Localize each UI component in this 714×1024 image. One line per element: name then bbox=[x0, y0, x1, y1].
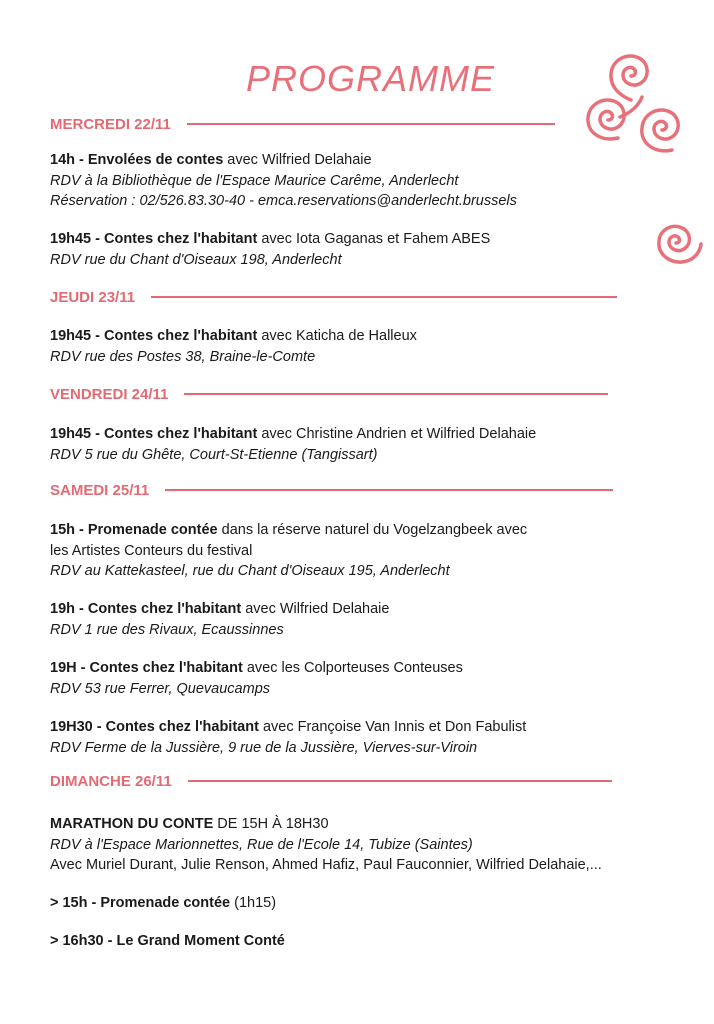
day-label: DIMANCHE 26/11 bbox=[50, 772, 172, 790]
event-title: > 16h30 - Le Grand Moment Conté bbox=[50, 933, 285, 949]
spiral-icon bbox=[642, 110, 678, 151]
event-detail: avec Christine Andrien et Wilfried Delahaie bbox=[257, 426, 537, 442]
event-detail: avec Françoise Van Innis et Don Fabulist bbox=[258, 719, 527, 735]
event-block bbox=[50, 150, 517, 212]
divider-line bbox=[165, 489, 613, 491]
event-title: 19H - Contes chez l'habitant bbox=[50, 660, 243, 676]
event-detail: avec Wilfried Delahaie bbox=[241, 601, 390, 617]
day-header-samedi bbox=[50, 480, 613, 500]
event-block bbox=[50, 326, 417, 367]
day-header-jeudi bbox=[50, 287, 617, 307]
event-detail: dans la réserve naturel du Vogelzangbeek avec bbox=[217, 522, 528, 538]
event-detail: avec Iota Gaganas et Fahem ABES bbox=[257, 231, 491, 247]
divider-line bbox=[187, 123, 555, 125]
page-title: PROGRAMME bbox=[246, 58, 496, 99]
event-block bbox=[50, 229, 490, 270]
day-header-dimanche bbox=[50, 771, 612, 791]
event-detail: avec Katicha de Halleux bbox=[257, 328, 417, 344]
day-header-mercredi bbox=[50, 114, 555, 134]
event-location: RDV à la Bibliothèque de l'Espace Maurice Carême, Anderlecht bbox=[50, 172, 459, 189]
spiral-icon bbox=[588, 100, 624, 139]
event-title: > 15h - Promenade contée bbox=[50, 895, 231, 911]
event-title: 19H30 - Contes chez l'habitant bbox=[50, 719, 259, 735]
event-title: 19h45 - Contes chez l'habitant bbox=[50, 231, 258, 247]
event-block bbox=[50, 893, 276, 914]
event-block bbox=[50, 717, 526, 758]
event-location: RDV rue du Chant d'Oiseaux 198, Anderlecht bbox=[50, 251, 342, 268]
event-detail: avec les Colporteuses Conteuses bbox=[242, 660, 463, 676]
event-title: 19h - Contes chez l'habitant bbox=[50, 601, 242, 617]
event-block bbox=[50, 424, 536, 465]
event-location: RDV rue des Postes 38, Braine-le-Comte bbox=[50, 348, 316, 365]
event-detail: (1h15) bbox=[230, 895, 277, 911]
event-title: 15h - Promenade contée bbox=[50, 522, 218, 538]
event-block bbox=[50, 814, 602, 876]
event-location: RDV à l'Espace Marionnettes, Rue de l'Ecole 14, Tubize (Saintes) bbox=[50, 836, 473, 853]
event-block bbox=[50, 931, 285, 952]
spiral-decoration bbox=[540, 44, 714, 294]
event-performers: Avec Muriel Durant, Julie Renson, Ahmed Hafiz, Paul Fauconnier, Wilfried Delahaie,... bbox=[50, 857, 602, 873]
day-label: SAMEDI 25/11 bbox=[50, 481, 150, 499]
day-header-vendredi bbox=[50, 384, 608, 404]
event-detail: DE 15H À 18H30 bbox=[213, 816, 329, 832]
event-block bbox=[50, 520, 527, 582]
spiral-icon bbox=[659, 226, 701, 262]
spiral-icon bbox=[611, 56, 647, 100]
event-location: RDV 5 rue du Ghête, Court-St-Etienne (Tangissart) bbox=[50, 446, 378, 463]
divider-line bbox=[184, 393, 608, 395]
event-title: MARATHON DU CONTE bbox=[50, 816, 214, 832]
event-title: 14h - Envolées de contes bbox=[50, 152, 224, 168]
day-label: VENDREDI 24/11 bbox=[50, 385, 169, 403]
event-reservation: Réservation : 02/526.83.30-40 - emca.reservations@anderlecht.brussels bbox=[50, 193, 517, 209]
event-block bbox=[50, 599, 389, 640]
event-location: RDV au Kattekasteel, rue du Chant d'Oiseaux 195, Anderlecht bbox=[50, 563, 450, 579]
event-title: 19h45 - Contes chez l'habitant bbox=[50, 328, 258, 344]
day-label: MERCREDI 22/11 bbox=[50, 115, 171, 133]
divider-line bbox=[151, 296, 617, 298]
event-detail: avec Wilfried Delahaie bbox=[223, 152, 372, 168]
divider-line bbox=[188, 780, 612, 782]
event-block bbox=[50, 658, 463, 699]
event-location: RDV 53 rue Ferrer, Quevaucamps bbox=[50, 680, 271, 697]
event-location: RDV 1 rue des Rivaux, Ecaussinnes bbox=[50, 621, 284, 638]
event-detail-continued: les Artistes Conteurs du festival bbox=[50, 542, 253, 559]
event-title: 19h45 - Contes chez l'habitant bbox=[50, 426, 258, 442]
day-label: JEUDI 23/11 bbox=[50, 288, 136, 306]
event-location: RDV Ferme de la Jussière, 9 rue de la Jussière, Vierves-sur-Viroin bbox=[50, 739, 478, 756]
